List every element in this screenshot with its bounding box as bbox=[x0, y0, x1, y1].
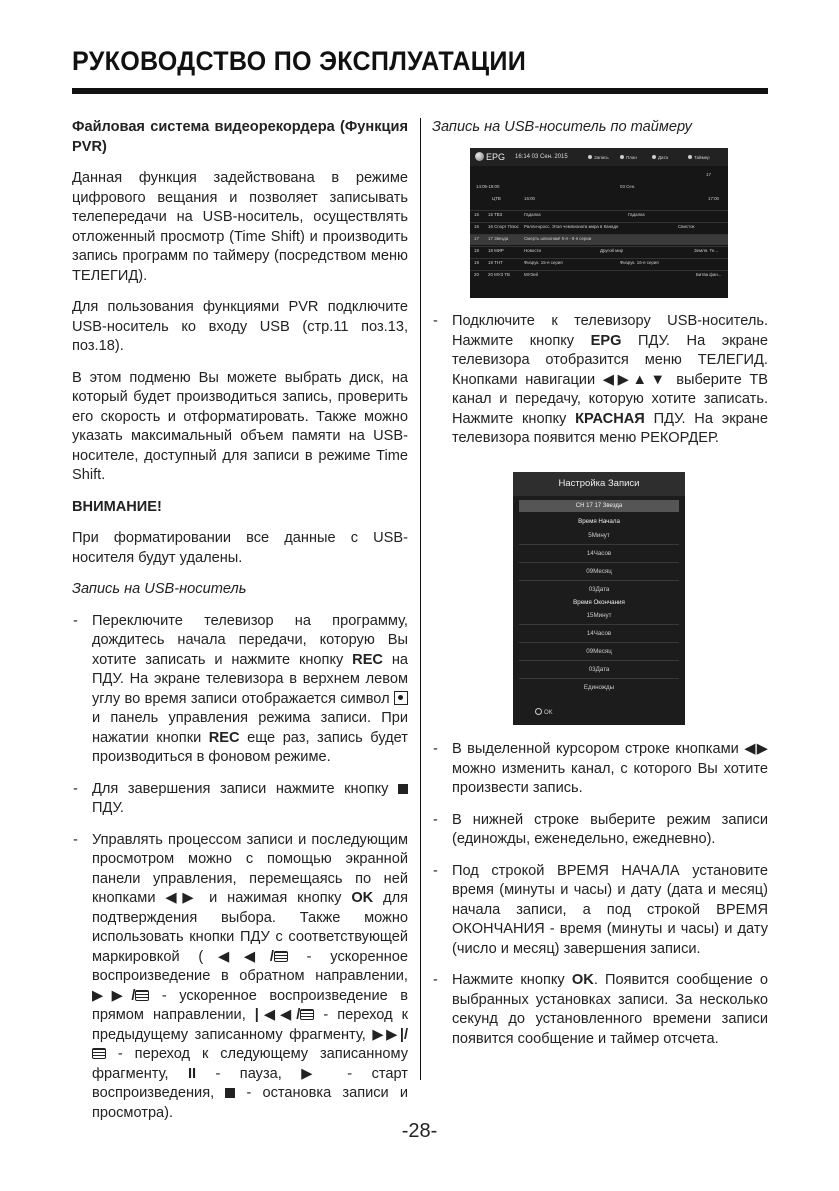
list-item: - Нажмите кнопку OK. Появится сообщение о выбранных установках записи. За несколько секунд до установленного времени записи появится сообщение и таймер отсчета. bbox=[432, 971, 768, 1049]
usb-record-heading: Запись на USB-носитель bbox=[72, 581, 247, 597]
epg-row-program: Гадалка bbox=[628, 212, 645, 217]
recorder-start-date: 03Дата bbox=[588, 586, 610, 593]
recorder-separator bbox=[519, 580, 679, 581]
epg-range: 14:05-18:00 bbox=[476, 184, 500, 189]
page-title: РУКОВОДСТВО ПО ЭКСПЛУАТАЦИИ bbox=[72, 46, 527, 76]
recorder-separator bbox=[519, 660, 679, 661]
epg-row bbox=[470, 258, 728, 269]
recorder-end-month: 09Месяц bbox=[586, 648, 612, 655]
timer-steps-list bbox=[432, 312, 768, 449]
epg-row-program: Свисток bbox=[678, 224, 695, 229]
title-rule bbox=[72, 88, 768, 94]
epg-row-num: 18 bbox=[474, 248, 479, 253]
epg-legend-plan: План bbox=[620, 155, 637, 160]
list-item: - Подключите к телевизору USB-носитель. Нажмите кнопку EPG ПДУ. На экране телевизора отобразится меню ТЕЛЕГИД. Кнопками навигации ◀▶▲▼ выберите ТВ канал и передачу, которую хотите записать. Нажмите кнопку КРАСНАЯ ПДУ. На экране телевизора появится меню РЕКОРДЕР. bbox=[432, 312, 768, 449]
right-column bbox=[432, 118, 768, 150]
page-number: -28- bbox=[401, 1120, 438, 1142]
epg-row-channel: 18 МИР bbox=[488, 248, 504, 253]
epg-row-program: МУЗей bbox=[524, 272, 538, 277]
list-item: - Для завершения записи нажмите кнопку ПДУ. bbox=[72, 780, 408, 819]
stop-icon bbox=[225, 1088, 235, 1098]
epg-row-channel: 16 Спорт Плюс bbox=[488, 224, 519, 229]
epg-row-program: Новости bbox=[524, 248, 541, 253]
pause-icon: II bbox=[187, 1065, 197, 1082]
recorder-mode: Единожды bbox=[583, 684, 615, 691]
recorder-start-label: Время Начала bbox=[578, 518, 620, 525]
epg-row-num: 20 bbox=[474, 272, 479, 277]
navigation-arrows-icon: ◀▶▲▼ bbox=[602, 371, 669, 388]
recorder-steps-list bbox=[432, 740, 768, 1049]
previous-icon: |◀◀/ bbox=[254, 1007, 301, 1023]
stop-icon bbox=[398, 784, 408, 794]
recorder-separator bbox=[519, 642, 679, 643]
column-divider bbox=[420, 118, 421, 1080]
rewind-icon: ◀◀/ bbox=[203, 948, 274, 965]
list-item: - Под строкой ВРЕМЯ НАЧАЛА установите время (минуты и часы) и дату (дата и месяц) начала записи, а под строкой ВРЕМЯ ОКОНЧАНИЯ - время (минуты и часы) и дату (число и месяц) завершения записи. bbox=[432, 862, 768, 960]
next-icon: ▶▶|/ bbox=[372, 1026, 408, 1043]
recorder-separator bbox=[519, 678, 679, 679]
timer-record-heading: Запись на USB-носитель по таймеру bbox=[432, 119, 692, 135]
epg-day: 17 bbox=[706, 172, 711, 177]
epg-time-start: 16:00 bbox=[524, 196, 535, 201]
recorder-separator bbox=[519, 544, 679, 545]
teletext-icon bbox=[135, 990, 149, 1001]
recorder-title: Настройка Записи bbox=[513, 472, 685, 496]
epg-row-num: 16 bbox=[474, 224, 479, 229]
epg-logo-text: EPG bbox=[486, 152, 506, 162]
recorder-channel: CH 17 17 Звезда bbox=[519, 500, 679, 512]
pvr-heading: Файловая система видеорекордера (Функция PVR) bbox=[72, 119, 408, 155]
epg-logo-icon bbox=[475, 152, 484, 161]
recorder-end-minute: 15Минут bbox=[586, 612, 612, 619]
right-column-block-2 bbox=[432, 740, 768, 1061]
epg-row-program: Смерть шпионам! 5-я - 8-я серии bbox=[524, 236, 592, 241]
epg-row-channel: 20 МУЗ ТВ bbox=[488, 272, 510, 277]
epg-legend-date: Дата bbox=[652, 155, 668, 160]
usb-record-list bbox=[72, 612, 408, 1124]
epg-date: 03 Сен. bbox=[620, 184, 636, 189]
epg-row-program: Физрук. 15-я серия bbox=[524, 260, 563, 265]
epg-row-program: Земля. Те... bbox=[694, 248, 719, 253]
epg-row-program: Гадалка bbox=[524, 212, 541, 217]
epg-screenshot bbox=[470, 148, 728, 298]
recorder-separator bbox=[519, 562, 679, 563]
recorder-start-minute: 5Минут bbox=[588, 532, 610, 539]
epg-datetime: 16:14 03 Сен. 2015 bbox=[515, 154, 568, 160]
right-column-block-1 bbox=[432, 312, 768, 461]
list-item: - Управлять процессом записи и последующим просмотром можно с помощью экранной панели управления, перемещаясь по ней кнопками ◀▶ и нажимая кнопку OK для подтверждения выбора. Также можно использовать кнопки ПДУ с соответствующей маркировкой (◀◀/ - ускоренное воспроизведение в обратном направлении, ▶▶/ - ускоренное воспроизведение в прямом направлении, |◀◀/ - переход к предыдущему записанному фрагменту, ▶▶|/ - переход к следующему записанному фрагменту, II - пауза, ▶ - старт воспроизведения, - остановка записи и просмотра). bbox=[72, 831, 408, 1124]
recorder-menu-screenshot bbox=[513, 472, 685, 725]
recorder-end-hour: 14Часов bbox=[586, 630, 612, 637]
teletext-icon bbox=[274, 951, 288, 962]
epg-time-end: 17:00 bbox=[708, 196, 719, 201]
fast-forward-icon: ▶▶/ bbox=[92, 987, 136, 1004]
record-symbol-icon bbox=[394, 691, 408, 705]
recorder-end-label: Время Окончания bbox=[573, 599, 625, 606]
epg-row-channel: 15 ТВ3 bbox=[488, 212, 503, 217]
recorder-separator bbox=[519, 624, 679, 625]
epg-legend-timer: Таймер bbox=[688, 155, 710, 160]
epg-row-program: Ралли-кросс. Этап чемпионата мира в Канаде bbox=[524, 224, 619, 229]
list-item: - В нижней строке выберите режим записи (единожды, еженедельно, ежедневно). bbox=[432, 811, 768, 850]
list-item: - В выделенной курсором строке кнопками ◀▶ можно изменить канал, с которого Вы хотите произвести запись. bbox=[432, 740, 768, 799]
warning-heading: ВНИМАНИЕ! bbox=[72, 498, 162, 515]
pvr-submenu: В этом подменю Вы можете выбрать диск, на который будет производиться запись, проверить его скорость и отформатировать. Также можно указать максимальный объем памяти на USB-носителе, доступный для записи в режиме Time Shift. bbox=[72, 369, 408, 483]
list-item: - Переключите телевизор на программу, дождитесь начала передачи, которую Вы хотите записать и нажмите кнопку REC на ПДУ. На экране телевизора в верхнем левом углу во время записи отображается символ и панель управления режима записи. При нажатии кнопки REC еще раз, запись будет производиться в фоновом режиме. bbox=[72, 612, 408, 768]
pvr-intro: Данная функция задействована в режиме цифрового вещания и позволяет записывать телепередачи на USB-носитель, осуществлять отложенный просмотр (Time Shift) и производить запись программ по таймеру (посредством меню ТЕЛЕГИД). bbox=[72, 170, 408, 284]
epg-row bbox=[470, 210, 728, 221]
recorder-end-date: 03Дата bbox=[588, 666, 610, 673]
warning-text: При форматировании все данные с USB-носителя будут удалены. bbox=[72, 530, 408, 566]
epg-legend-record: Запись bbox=[588, 155, 609, 160]
epg-channel: ЦТВ bbox=[492, 196, 501, 201]
epg-row-channel: 17 Звезда bbox=[488, 236, 509, 241]
epg-row bbox=[470, 246, 728, 257]
epg-row-num: 17 bbox=[474, 236, 479, 241]
teletext-icon bbox=[300, 1009, 314, 1020]
recorder-ok-hint: OK bbox=[535, 708, 553, 716]
play-icon: ▶ bbox=[301, 1065, 328, 1082]
pvr-connect: Для пользования функциями PVR подключите USB-носитель ко входу USB (стр.11 поз.13, поз.18). bbox=[72, 299, 408, 354]
epg-row-channel: 19 ТНТ bbox=[488, 260, 503, 265]
epg-row-program: Битва фан... bbox=[696, 272, 722, 277]
epg-row-program: Другой мир bbox=[600, 248, 624, 253]
teletext-icon bbox=[92, 1048, 106, 1059]
epg-row-num: 15 bbox=[474, 212, 479, 217]
epg-row-selected bbox=[470, 234, 728, 245]
epg-row-program: Физрук. 16-я серия bbox=[620, 260, 659, 265]
recorder-start-month: 09Месяц bbox=[586, 568, 612, 575]
recorder-start-hour: 14Часов bbox=[586, 550, 612, 557]
left-column bbox=[72, 118, 408, 1135]
epg-row-num: 19 bbox=[474, 260, 479, 265]
